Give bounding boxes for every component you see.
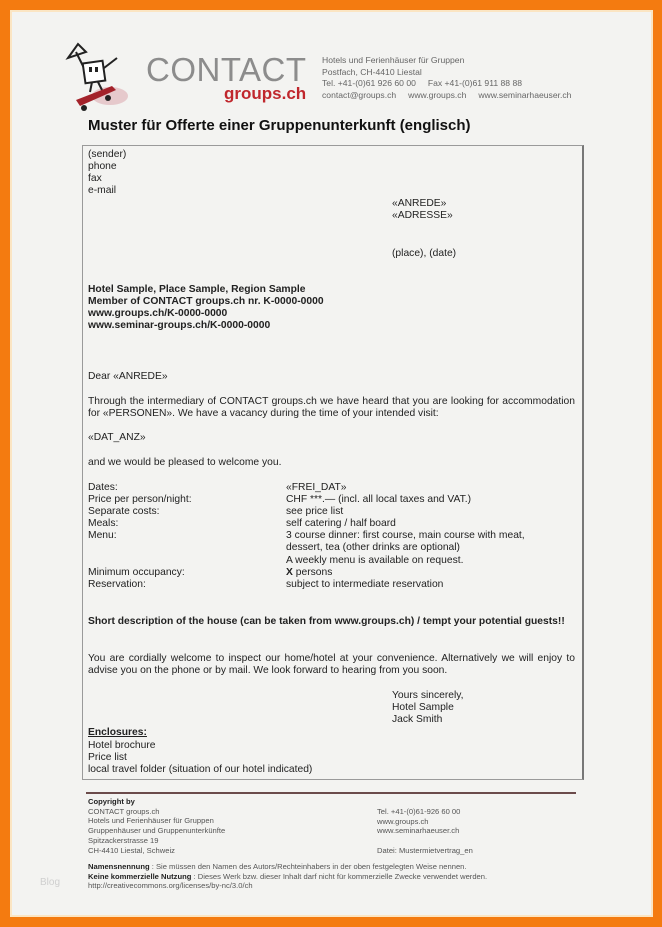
detail-value: self catering / half board bbox=[286, 518, 396, 529]
detail-label: Menu: bbox=[88, 530, 117, 541]
license-text: : Dieses Werk bzw. dieser Inhalt darf nicht für kommerzielle Zwecke verwendet werden. bbox=[191, 871, 488, 881]
signature-line: Yours sincerely, bbox=[392, 690, 464, 701]
header-info-line: contact@groups.ch www.groups.ch www.seminarhaeuser.ch bbox=[322, 89, 572, 100]
detail-value: A weekly menu is available on request. bbox=[286, 555, 464, 566]
footer-line: Gruppenhäuser und Gruppenunterkünfte bbox=[88, 826, 226, 836]
occupancy-count: X bbox=[286, 567, 293, 578]
license-term: Namensnennung bbox=[88, 862, 150, 871]
detail-label: Reservation: bbox=[88, 579, 146, 590]
detail-value: CHF ***.— (incl. all local taxes and VAT.) bbox=[286, 494, 472, 505]
enclosure-item: Price list bbox=[88, 752, 127, 763]
header-contact-info bbox=[322, 55, 571, 101]
salutation: Dear «ANREDE» bbox=[88, 371, 168, 382]
place-date: (place), (date) bbox=[392, 248, 457, 259]
enclosures-heading: Enclosures: bbox=[88, 727, 147, 738]
signature-line: Hotel Sample bbox=[392, 702, 454, 713]
footer-link[interactable]: www.seminarhaeuser.ch bbox=[377, 826, 460, 836]
enclosure-item: local travel folder (situation of our hotel indicated) bbox=[88, 764, 313, 775]
footer-link[interactable]: www.groups.ch bbox=[377, 816, 429, 826]
detail-label: Price per person/night: bbox=[88, 494, 192, 505]
sender-line: (sender) bbox=[88, 149, 127, 160]
detail-value: dessert, tea (other drinks are optional) bbox=[286, 542, 460, 553]
recipient-line: «ADRESSE» bbox=[392, 210, 453, 221]
occupancy-unit: persons bbox=[292, 567, 333, 578]
detail-value: «FREI_DAT» bbox=[286, 482, 347, 493]
hotel-block-line: www.seminar-groups.ch/K-0000-0000 bbox=[88, 320, 271, 331]
license-block bbox=[88, 862, 487, 891]
footer-phone: Tel. +41-(0)61-926 60 00 bbox=[377, 807, 461, 816]
welcome-line: and we would be pleased to welcome you. bbox=[88, 457, 282, 468]
logo-groups-ch: groups.ch bbox=[224, 84, 307, 103]
detail-label: Meals: bbox=[88, 518, 119, 529]
license-term: Keine kommerzielle Nutzung bbox=[88, 871, 192, 881]
watermark: Blog bbox=[40, 877, 61, 888]
header-info-line: Hotels und Ferienhäuser für Gruppen bbox=[322, 55, 465, 65]
footer-line: Spitzackerstrasse 19 bbox=[88, 835, 159, 845]
license-line bbox=[88, 862, 487, 872]
license-url[interactable]: http://creativecommons.org/licenses/by-nc/3.0/ch bbox=[88, 881, 253, 891]
hotel-block-line: www.groups.ch/K-0000-0000 bbox=[88, 308, 228, 319]
hotel-block-line: Member of CONTACT groups.ch nr. K-0000-0000 bbox=[88, 296, 324, 307]
footer-file-label: Datei: Mustermietvertrag_en bbox=[377, 846, 473, 855]
intro-paragraph: Through the intermediary of CONTACT groups.ch we have heard that you are looking for accommodation for «PERSONEN». We have a vacancy during the time of your intended visit: bbox=[88, 396, 575, 420]
detail-label: Minimum occupancy: bbox=[88, 567, 185, 578]
copyright-heading: Copyright by bbox=[88, 797, 135, 806]
footer-left bbox=[88, 797, 225, 855]
short-description-heading: Short description of the house (can be taken from www.groups.ch) / tempt your potential guests!! bbox=[88, 616, 565, 627]
recipient-line: «ANREDE» bbox=[392, 198, 447, 209]
footer-right bbox=[377, 807, 460, 836]
closing-paragraph: You are cordially welcome to inspect our home/hotel at your convenience. Alternatively we will enjoy to advise you on the phone or by mail. We look forward to hearing from you soon. bbox=[88, 653, 575, 677]
footer-line: CONTACT groups.ch bbox=[88, 806, 160, 816]
page-title: Muster für Offerte einer Gruppenunterkunft (englisch) bbox=[88, 117, 471, 134]
detail-label: Dates: bbox=[88, 482, 118, 493]
footer-line: CH-4410 Liestal, Schweiz bbox=[88, 845, 175, 855]
detail-value: subject to intermediate reservation bbox=[286, 579, 444, 590]
sender-line: phone bbox=[88, 161, 117, 172]
dat-anz-field: «DAT_ANZ» bbox=[88, 432, 146, 443]
license-text: : Sie müssen den Namen des Autors/Rechteinhabers in der oben festgelegten Weise nennen. bbox=[149, 862, 467, 871]
sender-line: e-mail bbox=[88, 185, 117, 196]
license-line bbox=[88, 872, 487, 882]
footer-line: Hotels und Ferienhäuser für Gruppen bbox=[88, 816, 214, 826]
enclosure-item: Hotel brochure bbox=[88, 740, 156, 751]
skateboarding-mascot-icon bbox=[62, 38, 132, 112]
hotel-block-line: Hotel Sample, Place Sample, Region Sample bbox=[88, 284, 306, 295]
detail-value bbox=[286, 567, 332, 579]
footer-divider bbox=[86, 792, 576, 794]
detail-value: see price list bbox=[286, 506, 344, 517]
detail-label: Separate costs: bbox=[88, 506, 160, 517]
detail-value: 3 course dinner: first course, main course with meat, bbox=[286, 530, 525, 541]
sender-line: fax bbox=[88, 173, 102, 184]
signature-line: Jack Smith bbox=[392, 714, 443, 725]
logo-contact: CONTACT bbox=[146, 51, 307, 88]
header-info-line: Tel. +41-(0)61 926 60 00 Fax +41-(0)61 911 88 88 bbox=[322, 78, 523, 88]
header-info-line: Postfach, CH-4410 Liestal bbox=[322, 66, 422, 77]
